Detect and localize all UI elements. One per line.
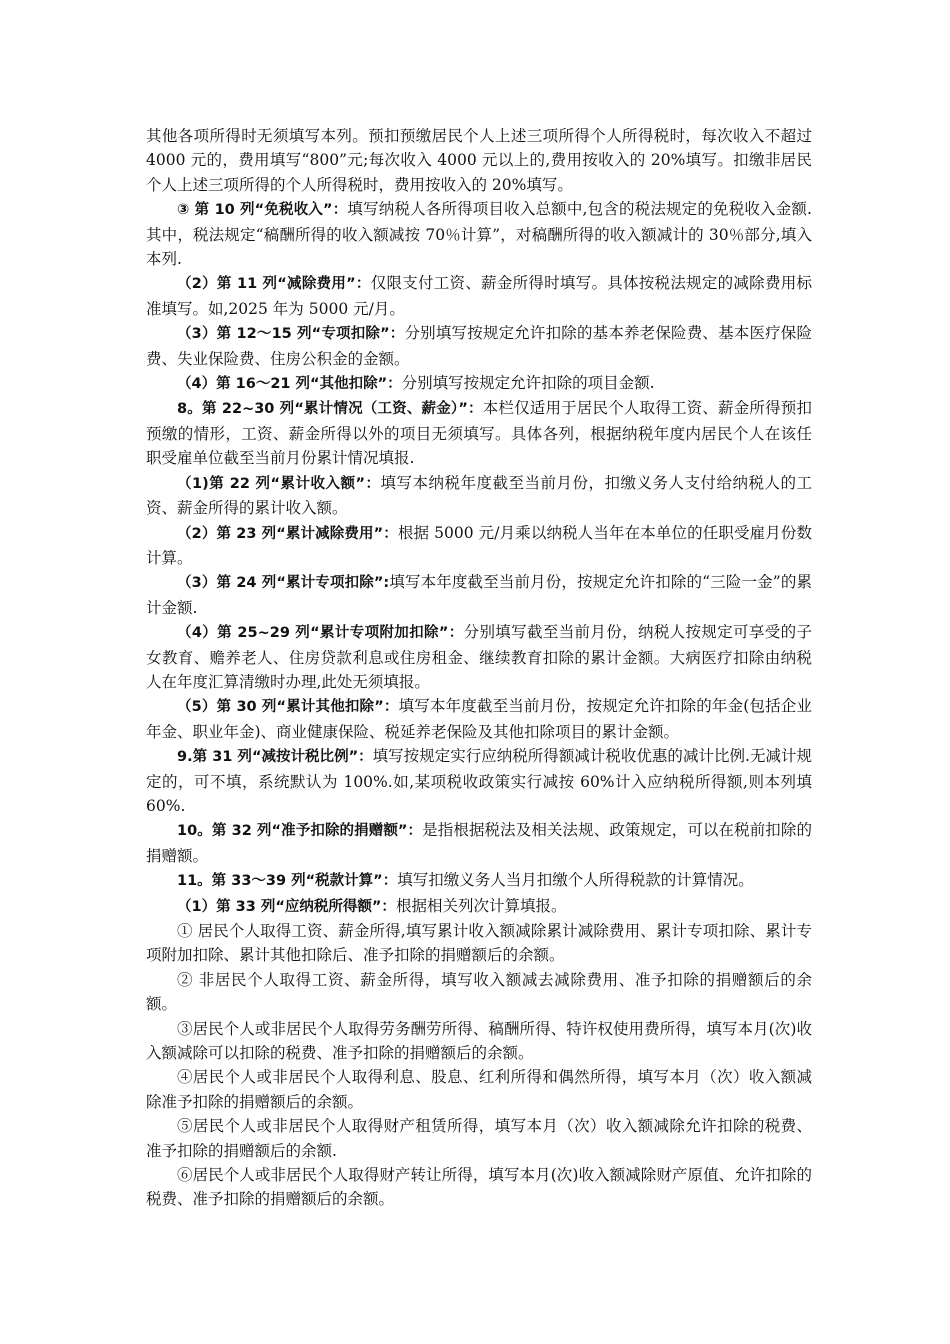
paragraph-heading: （1)第 22 列“累计收入额”： <box>177 475 381 492</box>
paragraph-text: 是指根据税法及相关法规、政策规定，可以在税前扣除的捐赠额。 <box>146 821 812 865</box>
paragraph-heading: ③ 第 10 列“免税收入”： <box>177 202 348 219</box>
paragraph <box>146 868 812 893</box>
paragraph-heading: （2）第 23 列“累计减除费用”： <box>177 525 398 542</box>
paragraph <box>146 521 812 571</box>
paragraph <box>146 694 812 744</box>
paragraph-text: 根据相关列次计算填报。 <box>395 896 567 915</box>
paragraph <box>146 744 812 818</box>
paragraph <box>146 124 812 197</box>
paragraph-heading: 9.第 31 列“减按计税比例”： <box>177 749 373 766</box>
paragraph <box>146 321 812 371</box>
paragraph-text: 填写扣缴义务人当月扣缴个人所得税款的计算情况。 <box>397 871 754 890</box>
paragraph-text: 仅限支付工资、薪金所得时填写。具体按税法规定的减除费用标准填写。如,2025 年为 5000 元/月。 <box>146 274 812 318</box>
paragraph-text: 本栏仅适用于居民个人取得工资、薪金所得预扣预缴的情形，工资、薪金所得以外的项目无须填写。具体各列，根据纳税年度内居民个人在该任职受雇单位截至当前月份累计情况填报. <box>146 399 812 468</box>
paragraph <box>146 396 812 470</box>
paragraph-heading: （3）第 24 列“累计专项扣除”: <box>177 575 390 592</box>
paragraph <box>146 1017 812 1066</box>
paragraph-text: ⑥居民个人或非居民个人取得财产转让所得，填写本月(次)收入额减除财产原值、允许扣除的税费、准予扣除的捐赠额后的余额。 <box>146 1166 812 1209</box>
paragraph-text: ② 非居民个人取得工资、薪金所得，填写收入额减去减除费用、准予扣除的捐赠额后的余额。 <box>146 970 812 1014</box>
paragraph <box>146 1065 812 1114</box>
paragraph-text: ③居民个人或非居民个人取得劳务酬劳所得、稿酬所得、特许权使用费所得，填写本月(次)收入额减除可以扣除的税费、准予扣除的捐赠额后的余额。 <box>146 1019 812 1063</box>
document-body <box>146 124 812 1212</box>
paragraph-text: 填写按规定实行应纳税所得额减计税收优惠的减计比例.无减计规定的，可不填，系统默认为 100%.如,某项税收政策实行减按 60%计入应纳税所得额,则本列填 60%. <box>146 747 812 815</box>
paragraph-text: ① 居民个人取得工资、薪金所得,填写累计收入额减除累计减除费用、累计专项扣除、累计专项附加扣除、累计其他扣除后、准予扣除的捐赠额后的余额。 <box>146 922 812 965</box>
paragraph <box>146 1163 812 1212</box>
paragraph-text: 填写本纳税年度截至当前月份，扣缴义务人支付给纳税人的工资、薪金所得的累计收入额。 <box>146 473 812 518</box>
paragraph <box>146 620 812 694</box>
paragraph-text: 填写纳税人各所得项目收入总额中,包含的税法规定的免税收入金额.其中，税法规定“稿酬所得的收入额减按 70％计算”，对稿酬所得的收入额减计的 30％部分,填入本列. <box>146 200 812 269</box>
paragraph <box>146 371 812 396</box>
paragraph-heading: 8。第 22~30 列“累计情况（工资、薪金）”： <box>177 401 483 418</box>
paragraph-text: 填写本年度截至当前月份，按规定允许扣除的年金(包括企业年金、职业年金)、商业健康保险、税延养老保险及其他扣除项目的累计金额。 <box>146 697 812 741</box>
paragraph <box>146 271 812 321</box>
paragraph-text: 其他各项所得时无须填写本列。预扣预缴居民个人上述三项所得个人所得税时，每次收入不超过 4000 元的，费用填写“800”元;每次收入 4000 元以上的,费用按收入的 20%填写。扣缴非居民个人上述三项所得的个人所得税时，费用按收入的 20%填写。 <box>146 127 812 194</box>
paragraph-heading: 11。第 33～39 列“税款计算”： <box>177 873 398 890</box>
paragraph-heading: （2）第 11 列“减除费用”： <box>177 276 371 293</box>
paragraph-text: 分别填写按规定允许扣除的项目金额. <box>401 374 655 393</box>
paragraph-text: 分别填写截至当前月份，纳税人按规定可享受的子女教育、赡养老人、住房贷款利息或住房租金、继续教育扣除的累计金额。大病医疗扣除由纳税人在年度汇算清缴时办理,此处无须填报。 <box>146 623 812 691</box>
paragraph-heading: （3）第 12～15 列“专项扣除”： <box>177 326 405 343</box>
paragraph <box>146 968 812 1017</box>
paragraph-heading: （5）第 30 列“累计其他扣除”： <box>177 699 399 716</box>
paragraph-text: ⑤居民个人或非居民个人取得财产租赁所得，填写本月（次）收入额减除允许扣除的税费、准予扣除的捐赠额后的余额. <box>146 1117 812 1160</box>
paragraph <box>146 197 812 271</box>
paragraph-text: 填写本年度截至当前月份，按规定允许扣除的“三险一金”的累计金额. <box>146 573 812 617</box>
paragraph-text: 分别填写按规定允许扣除的基本养老保险费、基本医疗保险费、失业保险费、住房公积金的金额。 <box>146 324 812 368</box>
paragraph-heading: （4）第 25~29 列“累计专项附加扣除”： <box>177 625 464 642</box>
paragraph-heading: 10。第 32 列“准予扣除的捐赠额”： <box>177 823 423 840</box>
paragraph-text: ④居民个人或非居民个人取得利息、股息、红利所得和偶然所得，填写本月（次）收入额减除准予扣除的捐赠额后的余额。 <box>146 1068 812 1111</box>
paragraph <box>146 471 812 521</box>
paragraph <box>146 894 812 919</box>
paragraph <box>146 919 812 968</box>
paragraph <box>146 570 812 620</box>
paragraph-text: 根据 5000 元/月乘以纳税人当年在本单位的任职受雇月份数计算。 <box>146 523 812 567</box>
paragraph-heading: （1）第 33 列“应纳税所得额”： <box>177 898 396 915</box>
paragraph-heading: （4）第 16～21 列“其他扣除”： <box>177 376 402 393</box>
paragraph <box>146 1114 812 1163</box>
paragraph <box>146 818 812 868</box>
